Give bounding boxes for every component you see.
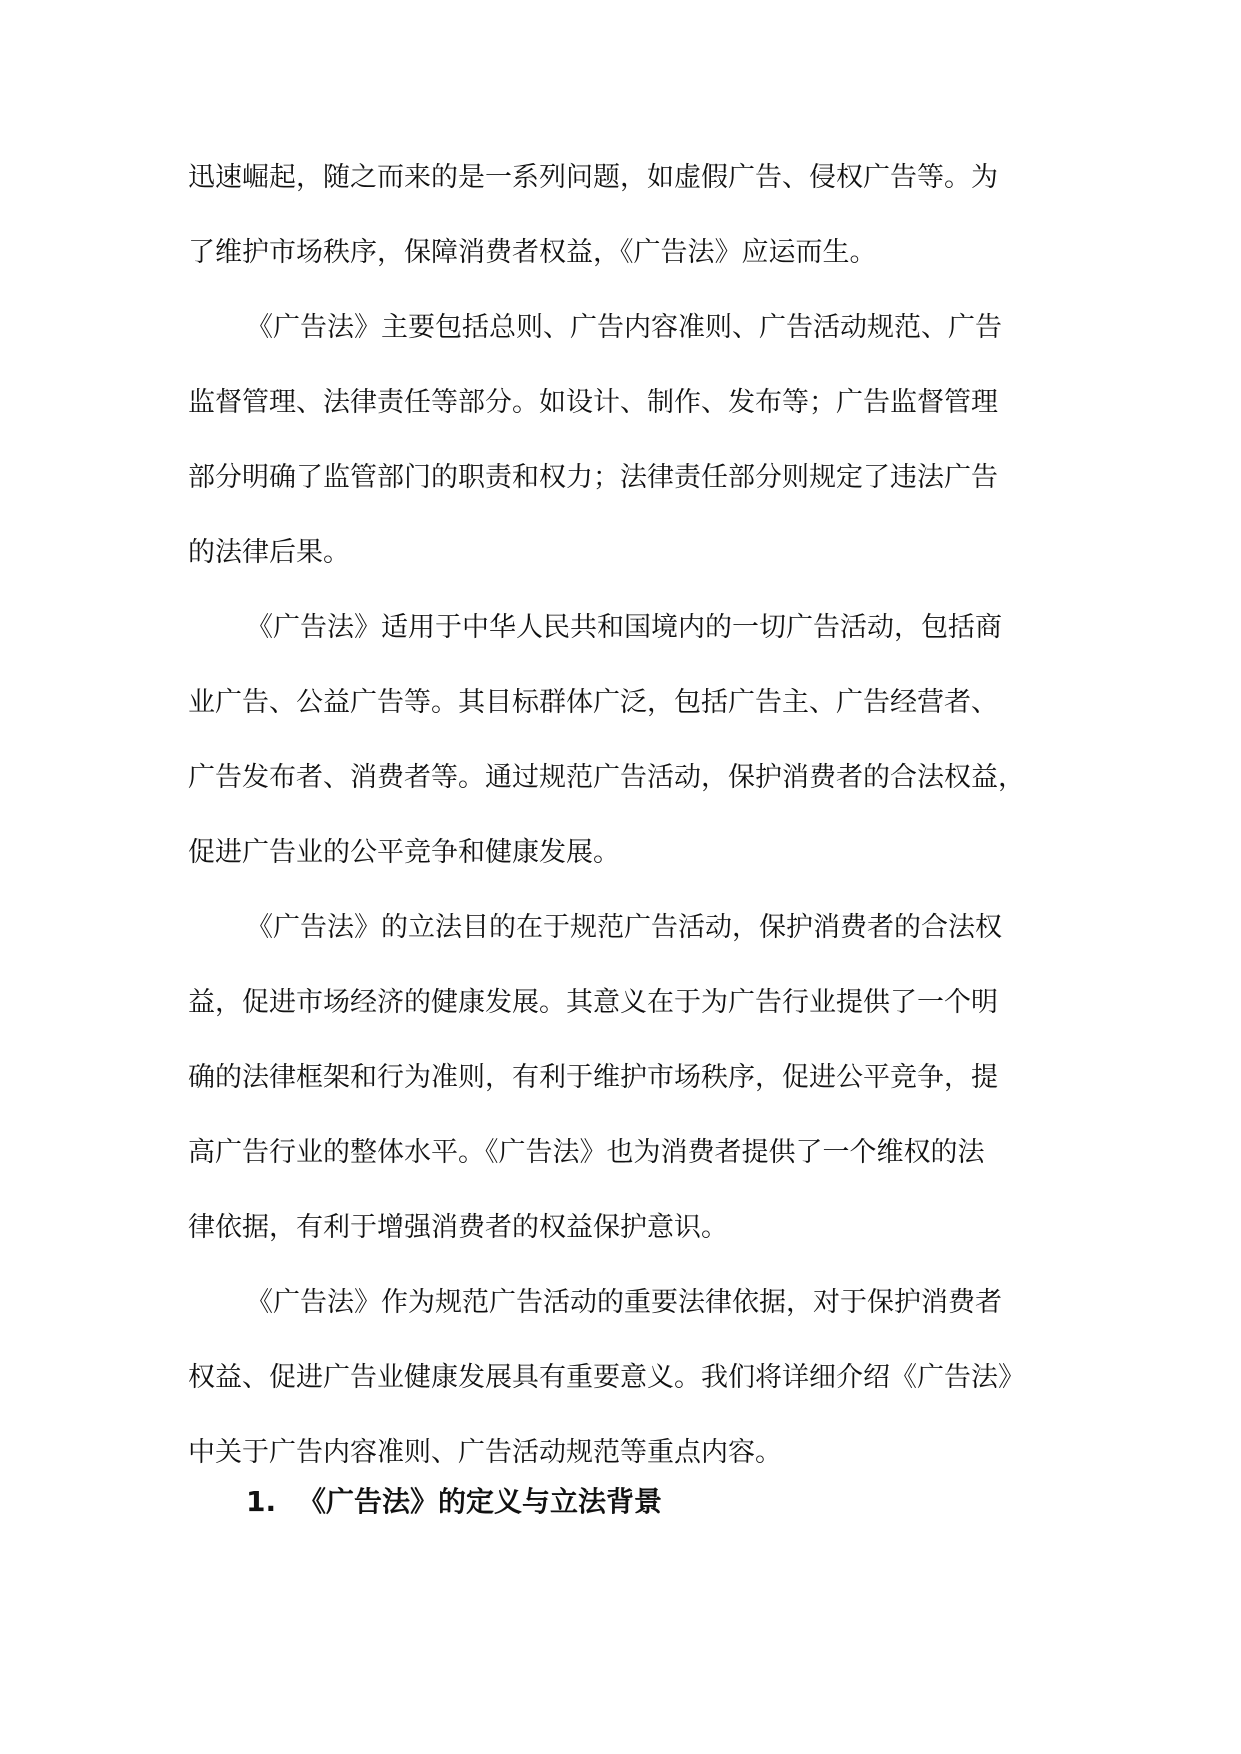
text-line: 促进广告业的公平竞争和健康发展。 <box>188 837 620 868</box>
text-line: 确的法律框架和行为准则，有利于维护市场秩序，促进公平竞争，提 <box>188 1062 998 1093</box>
text-line: 广告发布者、消费者等。通过规范广告活动，保护消费者的合法权益， <box>188 762 1025 793</box>
paragraph-start-line: 《广告法》主要包括总则、广告内容准则、广告活动规范、广告 <box>246 312 1002 343</box>
section-number: 1. <box>246 1485 277 1518</box>
paragraph-start-line: 《广告法》作为规范广告活动的重要法律依据，对于保护消费者 <box>246 1287 1002 1318</box>
paragraph-start-line: 《广告法》的立法目的在于规范广告活动，保护消费者的合法权 <box>246 912 1002 943</box>
paragraph-start-line: 《广告法》适用于中华人民共和国境内的一切广告活动，包括商 <box>246 612 1002 643</box>
text-line: 权益、促进广告业健康发展具有重要意义。我们将详细介绍《广告法》 <box>188 1362 1025 1393</box>
text-line: 的法律后果。 <box>188 537 350 568</box>
text-line: 高广告行业的整体水平。《广告法》也为消费者提供了一个维权的法 <box>188 1137 985 1168</box>
section-heading <box>246 1480 662 1520</box>
text-line: 业广告、公益广告等。其目标群体广泛，包括广告主、广告经营者、 <box>188 687 998 718</box>
section-title: 《广告法》的定义与立法背景 <box>298 1485 663 1518</box>
body-text <box>188 140 1062 1490</box>
text-line: 中关于广告内容准则、广告活动规范等重点内容。 <box>188 1437 782 1468</box>
text-line: 了维护市场秩序，保障消费者权益，《广告法》应运而生。 <box>188 237 877 268</box>
text-line: 迅速崛起，随之而来的是一系列问题，如虚假广告、侵权广告等。为 <box>188 162 998 193</box>
text-line: 部分明确了监管部门的职责和权力；法律责任部分则规定了违法广告 <box>188 462 998 493</box>
text-line: 律依据，有利于增强消费者的权益保护意识。 <box>188 1212 728 1243</box>
text-line: 监督管理、法律责任等部分。如设计、制作、发布等；广告监督管理 <box>188 387 998 418</box>
text-line: 益，促进市场经济的健康发展。其意义在于为广告行业提供了一个明 <box>188 987 998 1018</box>
